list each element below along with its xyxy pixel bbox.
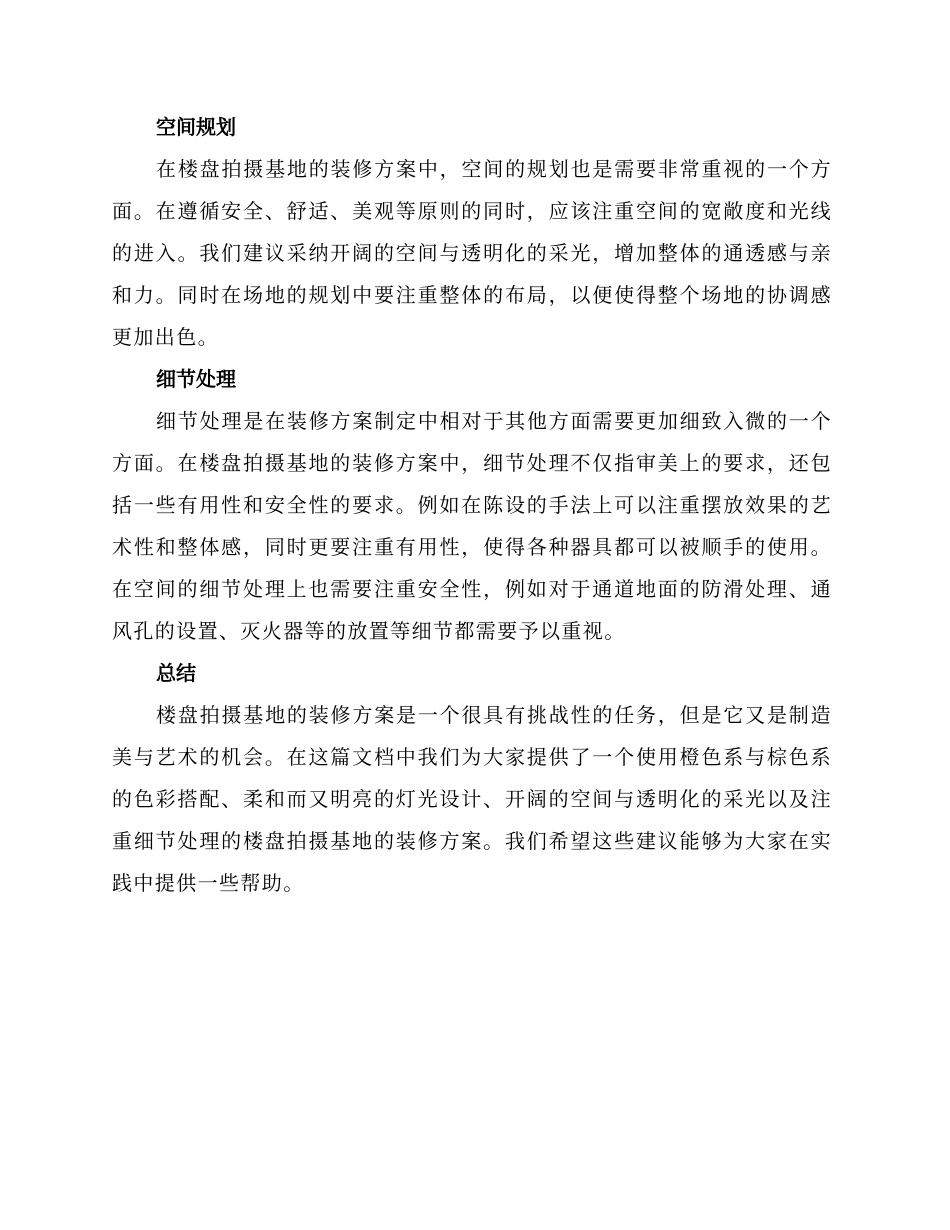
section-summary: [112, 652, 832, 904]
section-paragraph: 楼盘拍摄基地的装修方案是一个很具有挑战性的任务，但是它又是制造美与艺术的机会。在这篇文档中我们为大家提供了一个使用橙色系与棕色系的色彩搭配、柔和而又明亮的灯光设计、开阔的空间与透明化的采光以及注重细节处理的楼盘拍摄基地的装修方案。我们希望这些建议能够为大家在实践中提供一些帮助。: [112, 703, 832, 895]
section-space-planning: [112, 106, 832, 358]
section-heading: 细节处理: [156, 367, 236, 391]
section-heading: 空间规划: [156, 115, 236, 139]
section-heading: 总结: [156, 661, 196, 685]
section-paragraph: 在楼盘拍摄基地的装修方案中，空间的规划也是需要非常重视的一个方面。在遵循安全、舒适、美观等原则的同时，应该注重空间的宽敞度和光线的进入。我们建议采纳开阔的空间与透明化的采光，增加整体的通透感与亲和力。同时在场地的规划中要注重整体的布局，以便使得整个场地的协调感更加出色。: [112, 157, 832, 349]
document-body: [112, 106, 832, 904]
section-paragraph: 细节处理是在装修方案制定中相对于其他方面需要更加细致入微的一个方面。在楼盘拍摄基地的装修方案中，细节处理不仅指审美上的要求，还包括一些有用性和安全性的要求。例如在陈设的手法上可以注重摆放效果的艺术性和整体感，同时更要注重有用性，使得各种器具都可以被顺手的使用。在空间的细节处理上也需要注重安全性，例如对于通道地面的防滑处理、通风孔的设置、灭火器等的放置等细节都需要予以重视。: [112, 409, 832, 643]
section-detail-handling: [112, 358, 832, 652]
